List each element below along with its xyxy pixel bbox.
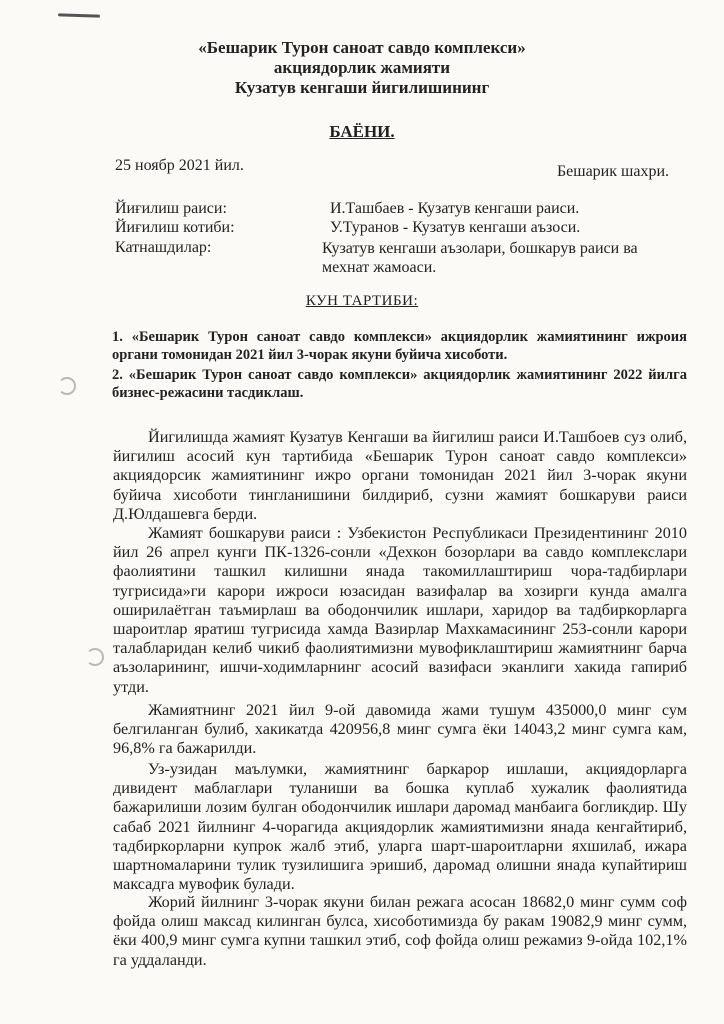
scan-mark [58, 13, 100, 17]
secretary-value: У.Туранов - Кузатув кенгаши аъзоси. [330, 219, 581, 236]
paragraph-4: Уз-узидан маълумки, жамиятнинг баркарор ишлаши, акциядорларга дивидент маблаглари туланиши ва бошка куплаб хужалик фаолиятида бажарилиши лозим булган ободончилик ишлари даромад манбаига богликдир. Шу сабаб 2021 йилнинг 4-чорагида акциядорлик жамиятимизни янада кенгайтириб, тадбиркорларни купрок жалб этиб, уларга шарт-шароитларни яхшилаб, ижара шартномаларини тулик тузилишига эришиб, даромад олишни янада купайтириш максадга мувофик булади. [113, 760, 687, 894]
secretary-label: Йиғилиш котиби: [115, 219, 235, 236]
document-title: БАЁНИ. [329, 122, 395, 141]
participants-label: Катнашдилар: [115, 239, 212, 256]
punch-hole-mark [58, 377, 76, 395]
participants-value: Кузатув кенгаши аъзолари, бошкарув раиси ва мехнат жамоаси. [322, 240, 638, 276]
paragraph-3: Жамиятнинг 2021 йил 9-ой давомида жами тушум 435000,0 минг сум белгиланган булиб, хакикатда 420956,8 минг сумга ёки 14043,2 минг сумга кам, 96,8% га бажарилди. [113, 701, 687, 758]
paragraph-5: Жорий йилнинг 3-чорак якуни билан режага асосан 18682,0 минг сумм соф фойда олиш максад килинган булса, хисоботимизда бу ракам 19082,9 минг сумм, ёки 400,9 минг сумга купни ташкил этиб, соф фойда олиш режамиз 9-ойда 102,1% га уддаланди. [113, 893, 687, 969]
paragraph-2: Жамият бошкаруви раиси : Узбекистон Республикаси Президентининг 2010 йил 26 апрел кунги ПК-1326-сонли «Дехкон бозорлари ва савдо комплекслари фаолиятини ташкил килишни янада такомиллаштириш чора-тадбирлари тугрисида»ги карори ижроси юзасидан вазифалар ва хозирги кунда амалга оширилаётган таъмирлаш ва ободончилик ишлари, харидор ва тадбиркорларга шароитлар яратиш тугрисида хамда Вазирлар Махкамасининг 253-сонли карори талабларидан келиб чикиб фаолиятимизни мувофиклаштириш жамиятнинг барча аъзоларининг, ишчи-ходимларнинг асосий вазифаси эканлиги хакида гапириб утди. [113, 524, 687, 696]
agenda-item-1: 1. «Бешарик Турон саноат савдо комплекси» акциядорлик жамиятининг ижроия органи томонидан 2021 йил 3-чорак якуни буйича хисоботи. [112, 329, 687, 363]
document-date: 25 ноябр 2021 йил. [115, 157, 244, 174]
header-line-2: акциядорлик жамияти [273, 58, 451, 77]
punch-hole-mark [86, 648, 104, 666]
agenda-heading: КУН ТАРТИБИ: [305, 293, 419, 309]
header-line-3: Кузатув кенгаши йигилишининг [234, 78, 490, 97]
document-city: Бешарик шахри. [556, 163, 669, 180]
chair-value: И.Ташбаев - Кузатув кенгаши раиси. [330, 200, 580, 217]
agenda-item-2: 2. «Бешарик Турон саноат савдо комплекси» акциядорлик жамиятининг 2022 йилга бизнес-режасини тасдиклаш. [112, 367, 687, 401]
paragraph-1: Йигилишда жамият Кузатув Кенгаши ва йигилиш раиси И.Ташбоев суз олиб, йигилиш асосий кун тартибида «Бешарик Турон саноат савдо комплекси» акциядорсик жамиятининг ижро органи томонидан 2021 йил 3-чорак якуни буйича хисоботи тингланишини билдириб, сузни жамият бошкаруви раиси Д.Юлдашевга берди. [113, 428, 687, 523]
header-line-1: «Бешарик Турон саноат савдо комплекси» [198, 38, 526, 57]
chair-label: Йиғилиш раиси: [115, 200, 227, 217]
